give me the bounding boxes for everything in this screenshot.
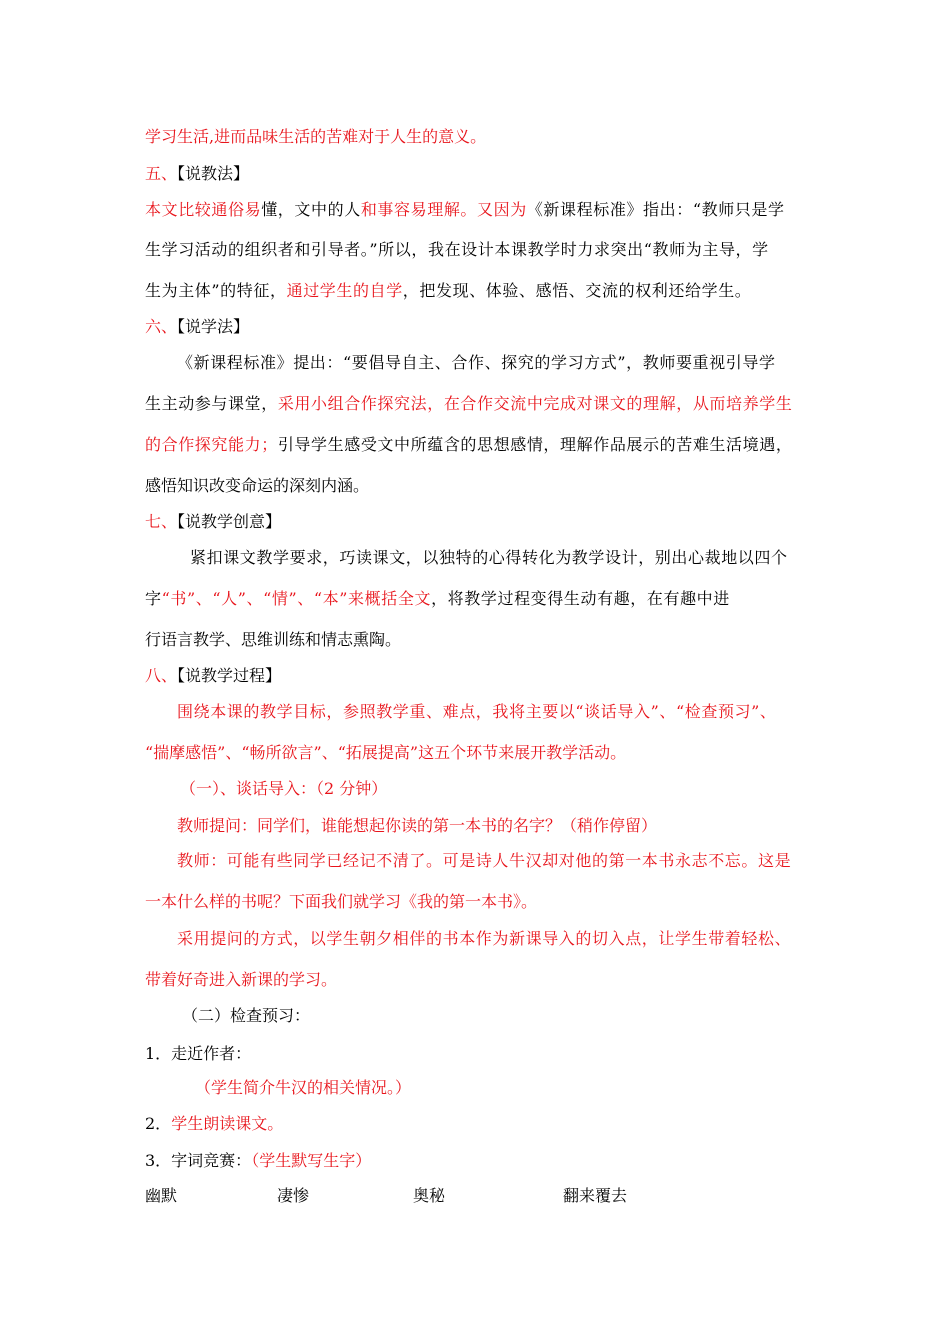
paragraph-line	[190, 547, 788, 569]
text-run: 3．字词竞赛：	[145, 1151, 252, 1170]
text-run: 学习生活,进而品味生活的苦难对于人生的意义。	[145, 127, 487, 146]
text-run: 的合作探究能力；	[145, 435, 278, 454]
text-run: 引导学生感受文中所蕴含的思想感情，理解作品展示的苦难生活境遇，	[277, 435, 793, 454]
text-run: 《新课程标准》提出：“要倡导自主、合作、探究的学习方式”，教师要重视引导学	[177, 353, 776, 372]
text-run: 采用提问的方式，以学生朝夕相伴的书本作为新课导入的切入点，让学生带着轻松、	[177, 929, 792, 948]
text-run: 《新课程标准》指出：“教师只是学	[526, 200, 785, 219]
paragraph-line	[177, 815, 657, 837]
paragraph-line	[177, 352, 776, 374]
text-run: 幽默	[145, 1186, 178, 1205]
paragraph-line	[177, 850, 791, 872]
text-run: “揣摩感悟”、“畅所欲言”、“拓展提高”这五个环节来展开教学活动。	[145, 743, 627, 762]
section-heading-5	[145, 163, 249, 185]
paragraph-line	[177, 701, 777, 723]
paragraph-line	[195, 1077, 411, 1099]
heading-number: 五、	[145, 164, 178, 183]
paragraph-line	[145, 280, 751, 302]
vocab-word	[413, 1185, 445, 1207]
text-run: 本文比较通俗易	[145, 200, 262, 219]
heading-title: 【说教法】	[177, 164, 250, 183]
list-item	[145, 1150, 371, 1172]
text-run: 一本什么样的书呢？下面我们就学习《我的第一本书》。	[145, 892, 538, 911]
paragraph-line	[145, 969, 337, 991]
text-run: 生主动参与课堂，	[145, 394, 278, 413]
text-run: 采用小组合作探究法，在合作交流中完成对课文的理解，从而培养学生	[277, 394, 793, 413]
text-run: ，将教学过程变得生动有趣，在有趣中进	[431, 589, 730, 608]
section-heading-8	[145, 665, 281, 687]
paragraph-line	[177, 928, 791, 950]
vocab-word	[145, 1185, 177, 1207]
text-run: 生学习活动的组织者和引导者。”所以，我在设计本课教学时力求突出“教师为主导，学	[145, 240, 769, 259]
text-run: 通过学生的自学	[286, 281, 403, 300]
text-run: 凄惨	[277, 1186, 310, 1205]
text-run: 行语言教学、思维训练和情志熏陶。	[145, 630, 402, 649]
text-run: 翻来覆去	[563, 1186, 628, 1205]
text-run: 生为主体”的特征，	[145, 281, 287, 300]
text-run: （学生简介牛汉的相关情况。）	[195, 1078, 412, 1097]
text-run: 学生朗读课文。	[171, 1114, 284, 1133]
paragraph-line	[145, 588, 730, 610]
subsection-heading	[180, 778, 387, 800]
text-run: “书”、“人”、“情”、“本”来概括全文	[161, 589, 432, 608]
section-heading-7	[145, 511, 281, 533]
vocab-word	[277, 1185, 309, 1207]
text-run: 围绕本课的教学目标，参照教学重、难点，我将主要以“谈话导入”、“检查预习”、	[177, 702, 777, 721]
paragraph-line	[145, 239, 769, 261]
text-run: （一）、谈话导入：（2 分钟）	[180, 779, 388, 798]
text-run: 2．	[145, 1114, 172, 1133]
paragraph-line	[145, 891, 537, 913]
text-run: 和事容易理解。又因为	[360, 200, 527, 219]
text-run: 奥秘	[413, 1186, 446, 1205]
paragraph-line	[145, 393, 792, 415]
paragraph-line	[145, 126, 486, 148]
heading-title: 【说教学创意】	[177, 512, 282, 531]
paragraph-line	[145, 199, 785, 221]
paragraph-line	[145, 434, 792, 456]
text-run: 带着好奇进入新课的学习。	[145, 970, 338, 989]
text-run: 字	[145, 589, 162, 608]
vocab-word	[563, 1185, 627, 1207]
list-item	[145, 1113, 283, 1135]
heading-title: 【说学法】	[177, 317, 250, 336]
heading-title: 【说教学过程】	[177, 666, 282, 685]
text-run: 感悟知识改变命运的深刻内涵。	[145, 476, 370, 495]
subsection-heading	[182, 1005, 310, 1027]
text-run: 紧扣课文教学要求，巧读课文，以独特的心得转化为教学设计，别出心裁地以四个	[190, 548, 788, 567]
paragraph-line	[145, 475, 369, 497]
text-run: （学生默写生字）	[251, 1151, 372, 1170]
heading-number: 八、	[145, 666, 178, 685]
text-run: ，把发现、体验、感悟、交流的权利还给学生。	[402, 281, 752, 300]
heading-number: 六、	[145, 317, 178, 336]
text-run: （二）检查预习：	[182, 1006, 311, 1025]
heading-number: 七、	[145, 512, 178, 531]
text-run: 教师：可能有些同学已经记不清了。可是诗人牛汉却对他的第一本书永志不忘。这是	[177, 851, 792, 870]
list-item	[145, 1043, 251, 1065]
text-run: 懂，文中的人	[261, 200, 361, 219]
paragraph-line	[145, 742, 626, 764]
text-run: 1．走近作者：	[145, 1044, 252, 1063]
paragraph-line	[145, 629, 401, 651]
text-run: 教师提问：同学们，谁能想起你读的第一本书的名字？（稍作停留）	[177, 816, 658, 835]
section-heading-6	[145, 316, 249, 338]
